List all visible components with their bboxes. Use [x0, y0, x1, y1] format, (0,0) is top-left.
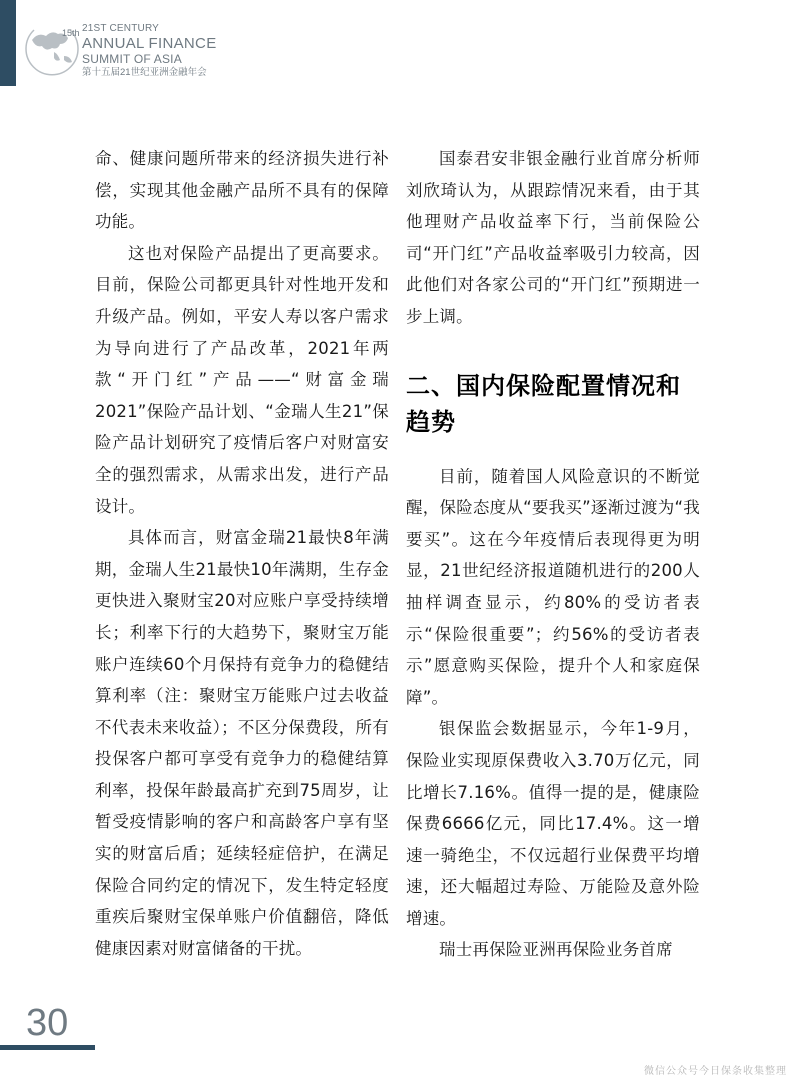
paragraph: 瑞士再保险亚洲再保险业务首席 — [439, 940, 673, 960]
paragraph: 银保监会数据显示，今年1-9月，保险业实现原保费收入3.70万亿元，同比增长7.16%。值得一提的是，健康险保费6666亿元，同比17.4%。这一增速一骑绝尘，不仅远超行业保费平均增速，还大幅超过寿险、万能险及意外险增速。 — [406, 719, 700, 928]
left-column — [95, 143, 389, 964]
paragraph: 国泰君安非银金融行业首席分析师刘欣琦认为，从跟踪情况来看，由于其他理财产品收益率下行，当前保险公司“开门红”产品收益率吸引力较高，因此他们对各家公司的“开门红”预期进一步上调。 — [406, 149, 700, 326]
section-heading: 二、国内保险配置情况和趋势 — [406, 371, 681, 436]
header-accent-tab — [0, 0, 16, 86]
right-column — [406, 143, 700, 966]
logo-line-1: 21ST CENTURY — [82, 23, 160, 34]
logo-line-4: 第十五届21世纪亚洲金融年会 — [82, 67, 207, 78]
paragraph: 这也对保险产品提出了更高要求。目前，保险公司都更具针对性地开发和升级产品。例如，平安人寿以客户需求为导向进行了产品改革，2021年两款“开门红”产品——“财富金瑞2021”保险产品计划、“金瑞人生21”保险产品计划研究了疫情后客户对财富安全的强烈需求，从需求出发，进行产品设计。 — [95, 243, 389, 516]
page-number: 30 — [26, 1002, 69, 1044]
footer-accent-bar — [0, 1045, 95, 1050]
globe-map-icon — [24, 18, 80, 76]
logo-line-3: SUMMIT OF ASIA — [82, 52, 182, 66]
paragraph: 具体而言，财富金瑞21最快8年满期，金瑞人生21最快10年满期，生存金更快进入聚财宝20对应账户享受持续增长；利率下行的大趋势下，聚财宝万能账户连续60个月保持有竞争力的稳健结算利率（注：聚财宝万能账户过去收益不代表未来收益）；不区分保费段，所有投保客户都可享受有竞争力的稳健结算利率，投保年龄最高扩充到75周岁，让暂受疫情影响的客户和高龄客户享有坚实的财富后盾；延续轻症倍护，在满足保险合同约定的情况下，发生特定轻度重疾后聚财宝保单账户价值翻倍，降低健康因素对财富储备的干扰。 — [95, 528, 389, 958]
paragraph: 目前，随着国人风险意识的不断觉醒，保险态度从“要我买”逐渐过渡为“我要买”。这在今年疫情后表现得更为明显，21世纪经济报道随机进行的200人抽样调查显示，约80%的受访者表示“保险很重要”；约56%的受访者表示”愿意购买保险，提升个人和家庭保障”。 — [406, 466, 700, 707]
watermark: 微信公众号今日保条收集整理 — [644, 1066, 787, 1077]
logo-line-2: ANNUAL FINANCE — [82, 35, 217, 52]
logo-edition: 15th — [62, 28, 80, 38]
summit-logo — [18, 14, 218, 84]
paragraph: 命、健康问题所带来的经济损失进行补偿，实现其他金融产品所不具有的保障功能。 — [95, 149, 389, 232]
